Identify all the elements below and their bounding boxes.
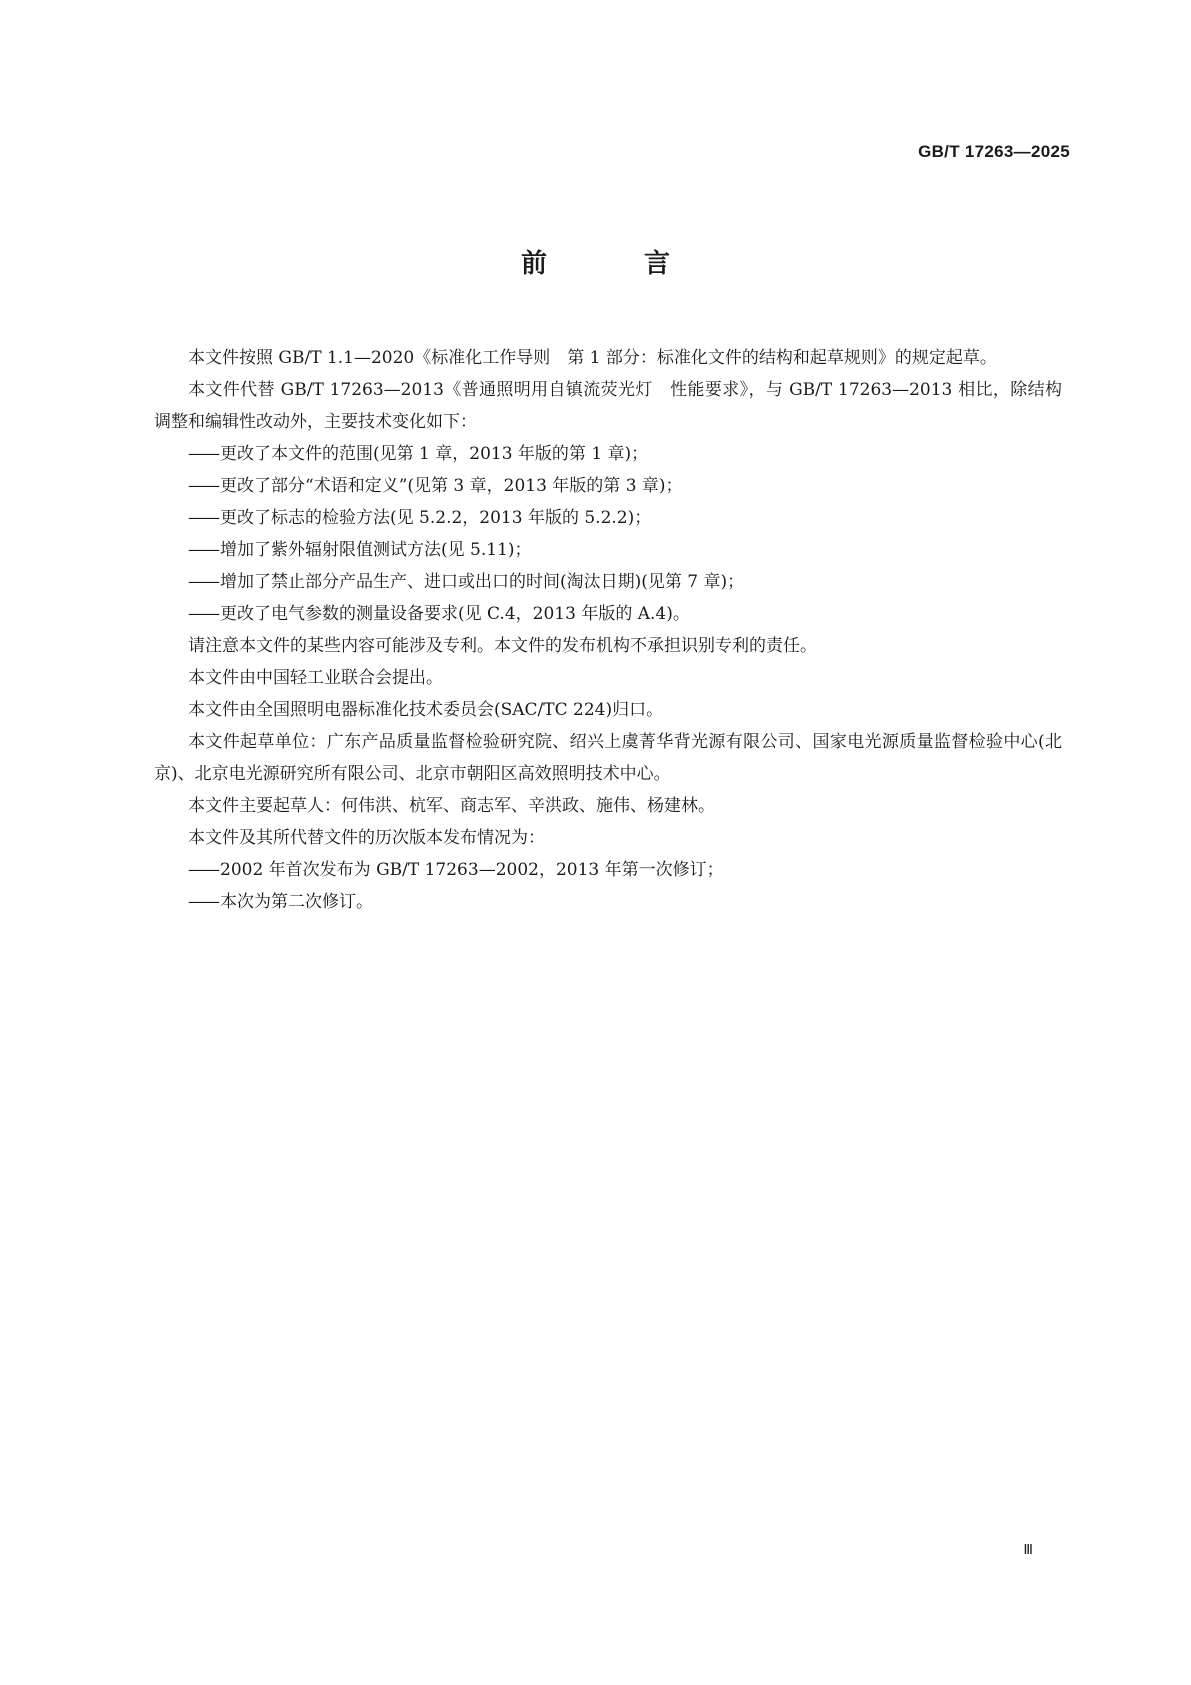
changes-list bbox=[154, 438, 1062, 630]
page-title: 前 言 bbox=[520, 249, 715, 279]
list-item: —— 更改了标志的检验方法(见 5.2.2，2013 年版的 5.2.2)； bbox=[188, 508, 652, 528]
standard-code: GB/T 17263—2025 bbox=[918, 142, 1070, 161]
patent-notice: 请注意本文件的某些内容可能涉及专利。本文件的发布机构不承担识别专利的责任。 bbox=[188, 636, 817, 656]
list-item: —— 更改了电气参数的测量设备要求(见 C.4，2013 年版的 A.4)。 bbox=[188, 604, 690, 624]
list-item: —— 增加了紫外辐射限值测试方法(见 5.11)； bbox=[188, 540, 532, 560]
list-item: —— 本次为第二次修订。 bbox=[188, 892, 373, 912]
drafting-units: 本文件起草单位：广东产品质量监督检验研究院、绍兴上虞菁华背光源有限公司、国家电光源质量监督检验中心(北京)、北京电光源研究所有限公司、北京市朝阳区高效照明技术中心。 bbox=[154, 732, 1062, 784]
list-item: —— 更改了本文件的范围(见第 1 章，2013 年版的第 1 章)； bbox=[188, 444, 649, 464]
replacement-paragraph: 本文件代替 GB/T 17263—2013《普通照明用自镇流荧光灯 性能要求》，与 GB/T 17263—2013 相比，除结构调整和编辑性改动外，主要技术变化如下： bbox=[154, 380, 1062, 432]
committee-statement: 本文件由全国照明电器标准化技术委员会(SAC/TC 224)归口。 bbox=[188, 700, 664, 720]
list-item: —— 更改了部分“术语和定义”(见第 3 章，2013 年版的第 3 章)； bbox=[188, 476, 683, 496]
foreword-body bbox=[154, 342, 1062, 918]
list-item: —— 增加了禁止部分产品生产、进口或出口的时间(淘汰日期)(见第 7 章)； bbox=[188, 572, 745, 592]
list-item: —— 2002 年首次发布为 GB/T 17263—2002，2013 年第一次修订； bbox=[188, 860, 724, 880]
proposer-statement: 本文件由中国轻工业联合会提出。 bbox=[188, 668, 443, 688]
drafting-rule-paragraph: 本文件按照 GB/T 1.1—2020《标准化工作导则 第 1 部分：标准化文件的结构和起草规则》的规定起草。 bbox=[188, 348, 997, 368]
page-number: Ⅲ bbox=[1023, 1543, 1033, 1558]
history-list bbox=[154, 854, 1062, 918]
drafters: 本文件主要起草人：何伟洪、杭军、商志军、辛洪政、施伟、杨建林。 bbox=[188, 796, 715, 816]
history-intro: 本文件及其所代替文件的历次版本发布情况为： bbox=[188, 828, 545, 848]
